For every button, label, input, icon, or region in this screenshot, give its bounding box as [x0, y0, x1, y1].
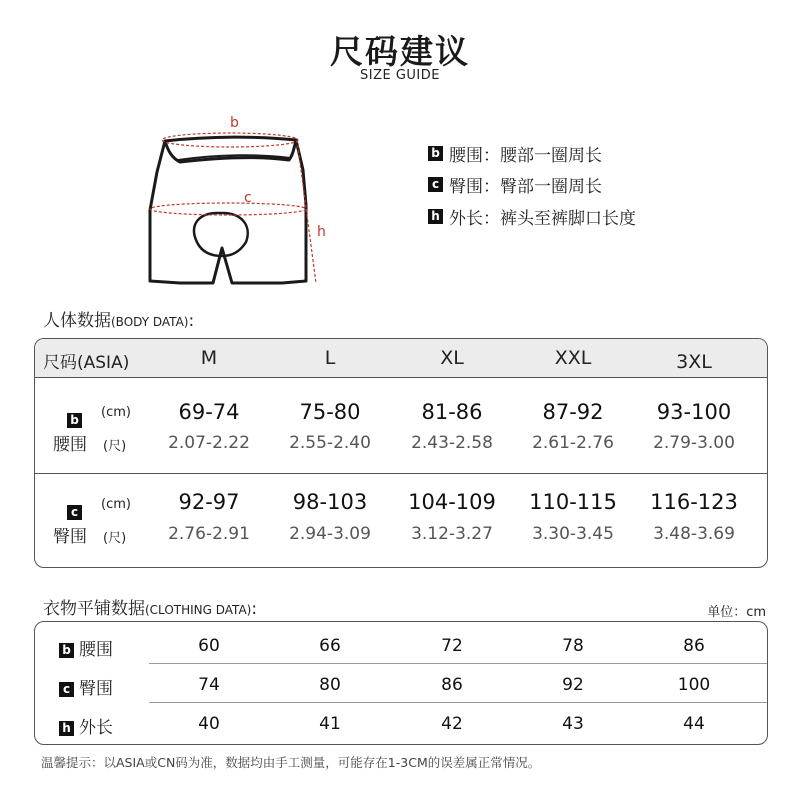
size-header: XXL	[554, 347, 592, 369]
clothing-data-title	[43, 594, 257, 619]
unit-note: 单位：cm	[707, 605, 766, 620]
clothing-row-length-label	[59, 713, 113, 738]
hip-cm-cell: 110-115	[529, 490, 617, 514]
clothing-row-hip-label	[59, 674, 113, 699]
hip-chi-cell: 3.30-3.45	[532, 524, 614, 544]
badge-c: c	[67, 505, 82, 520]
hip-cm-cell: 92-97	[178, 490, 240, 514]
waist-cm-cell: 93-100	[656, 400, 732, 424]
row-name-waist: 腰围	[53, 435, 87, 455]
clothing-hip-cell: 74	[198, 675, 220, 695]
unit-cm-label: (cm)	[101, 497, 131, 512]
clothing-waist-cell: 66	[319, 636, 341, 656]
legend-text: 腰围：腰部一圈周长	[449, 146, 602, 166]
clothing-length-cell: 43	[562, 714, 584, 734]
unit-chi-label: (尺)	[103, 531, 127, 546]
label-h: h	[317, 224, 326, 240]
hip-cm-cell: 98-103	[292, 490, 368, 514]
waist-chi-cell: 2.79-3.00	[653, 433, 735, 453]
row-name: 腰围	[79, 640, 113, 660]
legend-item-h	[428, 204, 636, 229]
clothing-length-cell: 41	[319, 714, 341, 734]
row-name-hip: 臀围	[53, 527, 87, 547]
size-header-label: 尺码(ASIA)	[43, 353, 130, 373]
body-data-table	[34, 338, 768, 568]
body-table-header	[35, 339, 767, 378]
waist-cm-cell: 69-74	[178, 400, 240, 424]
hip-cm-cell: 116-123	[650, 490, 738, 514]
hip-chi-cell: 3.12-3.27	[411, 524, 493, 544]
waist-chi-cell: 2.55-2.40	[289, 433, 371, 453]
legend-item-c	[428, 172, 602, 197]
hip-cm-cell: 104-109	[408, 490, 496, 514]
section-title-en: (CLOTHING DATA)	[145, 603, 252, 617]
clothing-waist-cell: 78	[562, 636, 584, 656]
legend-text: 臀围：臀部一圈周长	[449, 177, 602, 197]
row-divider	[149, 702, 767, 703]
clothing-hip-cell: 86	[441, 675, 463, 695]
shorts-diagram	[120, 105, 350, 290]
section-title-cn: 衣物平铺数据	[43, 599, 145, 619]
label-b: b	[230, 115, 239, 131]
row-badge-c	[67, 502, 82, 521]
row-divider	[35, 473, 767, 474]
row-divider	[149, 663, 767, 664]
clothing-hip-cell: 92	[562, 675, 584, 695]
page-subtitle: SIZE GUIDE	[360, 68, 440, 83]
clothing-length-cell: 40	[198, 714, 220, 734]
size-header: M	[200, 347, 218, 369]
size-header: XL	[440, 347, 464, 369]
section-colon: :	[251, 599, 258, 619]
clothing-data-table	[34, 621, 768, 745]
section-title-en: (BODY DATA)	[111, 315, 189, 329]
row-badge-b	[67, 410, 82, 429]
legend-item-b	[428, 141, 602, 166]
page-title: 尺码建议	[330, 32, 470, 71]
unit-cm-label: (cm)	[101, 405, 131, 420]
waist-cm-cell: 75-80	[299, 400, 361, 424]
clothing-hip-cell: 80	[319, 675, 341, 695]
clothing-length-cell: 42	[441, 714, 463, 734]
hip-chi-cell: 3.48-3.69	[653, 524, 735, 544]
body-data-title	[43, 306, 194, 331]
waist-cm-cell: 87-92	[542, 400, 604, 424]
badge-b: b	[67, 413, 82, 428]
waist-chi-cell: 2.07-2.22	[168, 433, 250, 453]
badge-b: b	[59, 643, 74, 658]
row-name: 外长	[79, 718, 113, 738]
clothing-hip-cell: 100	[677, 675, 711, 695]
footnote: 温馨提示：以ASIA或CN码为准，数据均由手工测量，可能存在1-3CM的误差属正常情况。	[41, 755, 541, 770]
clothing-length-cell: 44	[683, 714, 705, 734]
size-header: L	[324, 347, 336, 369]
row-name: 臀围	[79, 679, 113, 699]
badge-b: b	[428, 146, 443, 161]
legend-text: 外长：裤头至裤脚口长度	[449, 209, 636, 229]
hip-chi-cell: 2.94-3.09	[289, 524, 371, 544]
clothing-waist-cell: 72	[441, 636, 463, 656]
section-colon: :	[188, 311, 195, 331]
waist-cm-cell: 81-86	[421, 400, 483, 424]
hip-chi-cell: 2.76-2.91	[168, 524, 250, 544]
unit-chi-label: (尺)	[103, 439, 127, 454]
badge-c: c	[428, 177, 443, 192]
badge-c: c	[59, 682, 74, 697]
waist-chi-cell: 2.61-2.76	[532, 433, 614, 453]
label-c: c	[244, 190, 252, 206]
badge-h: h	[59, 721, 74, 736]
waist-chi-cell: 2.43-2.58	[411, 433, 493, 453]
size-header: 3XL	[676, 351, 712, 373]
badge-h: h	[428, 209, 443, 224]
clothing-waist-cell: 60	[198, 636, 220, 656]
clothing-waist-cell: 86	[683, 636, 705, 656]
clothing-row-waist-label	[59, 635, 113, 660]
section-title-cn: 人体数据	[43, 311, 111, 331]
